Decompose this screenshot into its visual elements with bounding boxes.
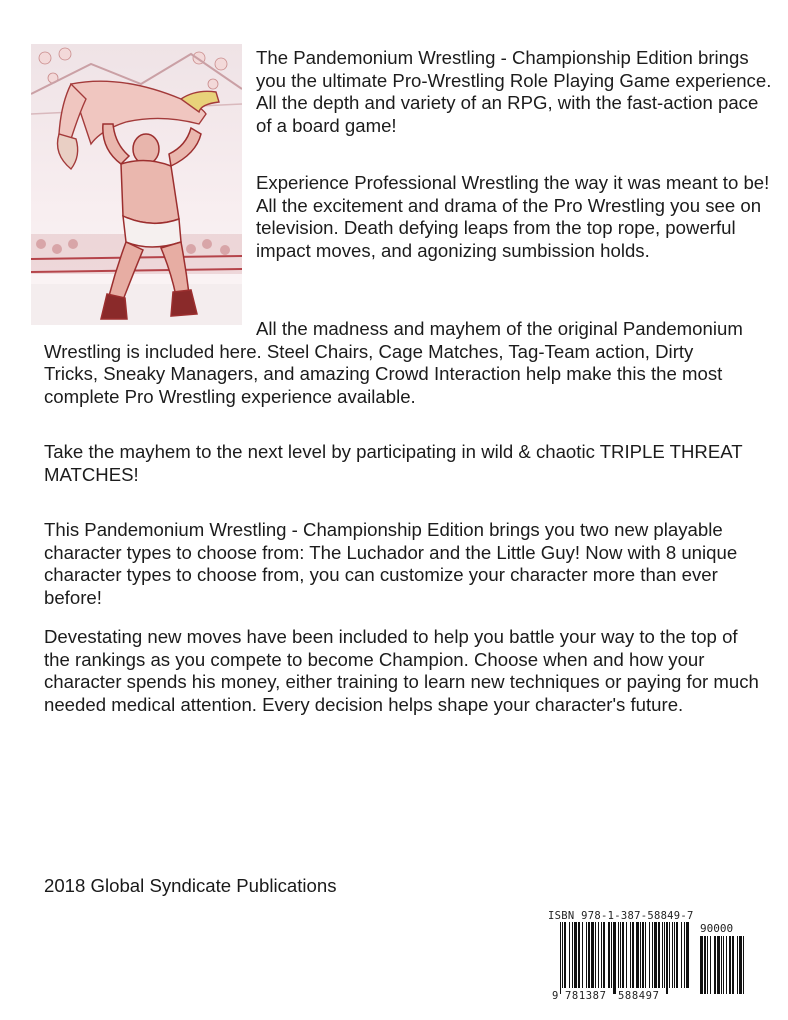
description-paragraph: This Pandemonium Wrestling - Championship Edition brings you two new playable character types to choose from: The Luchador and the Little Guy! Now with 8 unique character types to choose from, you can customize your character more than ever before! bbox=[44, 519, 738, 608]
description-paragraph: The Pandemonium Wrestling - Championship Edition brings you the ultimate Pro-Wrestling Role Playing Game experience. All the depth and variety of an RPG, with the fast-action pace of a board game! bbox=[256, 47, 772, 136]
cover-illustration bbox=[31, 44, 242, 325]
publisher-credit: 2018 Global Syndicate Publications bbox=[44, 875, 337, 896]
wrestler-suplex-illustration bbox=[31, 44, 242, 325]
isbn-label: ISBN 978-1-387-58849-7 bbox=[548, 910, 694, 922]
description-paragraph: All the madness and mayhem of the original Pandemonium Wrestling is included here. Steel Chairs, Cage Matches, Tag-Team action, Dirty Tricks, Sneaky Managers, and amazing Crowd Interaction help make this the most complete Pro Wrestling experience available. bbox=[44, 318, 743, 407]
barcode-digits-right: 588497 bbox=[618, 990, 660, 1002]
description-paragraph: Experience Professional Wrestling the way it was meant to be! All the excitement and drama of the Pro Wrestling you see on television. Death defying leaps from the top rope, powerful impact moves, and agonizing sumbission holds. bbox=[256, 172, 770, 261]
barcode-digits-left: 781387 bbox=[565, 990, 607, 1002]
description-paragraph: Take the mayhem to the next level by participating in wild & chaotic TRIPLE THREAT MATCHES! bbox=[44, 441, 743, 485]
description-paragraph: Devestating new moves have been included to help you battle your way to the top of the rankings as you compete to become Champion. Choose when and how your character spends his money, either training to learn new techniques or paying for much needed medical attention. Every decision helps shape your character's future. bbox=[44, 626, 759, 715]
isbn-barcode bbox=[540, 906, 748, 1006]
barcode-digit-lead: 9 bbox=[552, 990, 559, 1002]
price-code: 90000 bbox=[700, 922, 734, 935]
